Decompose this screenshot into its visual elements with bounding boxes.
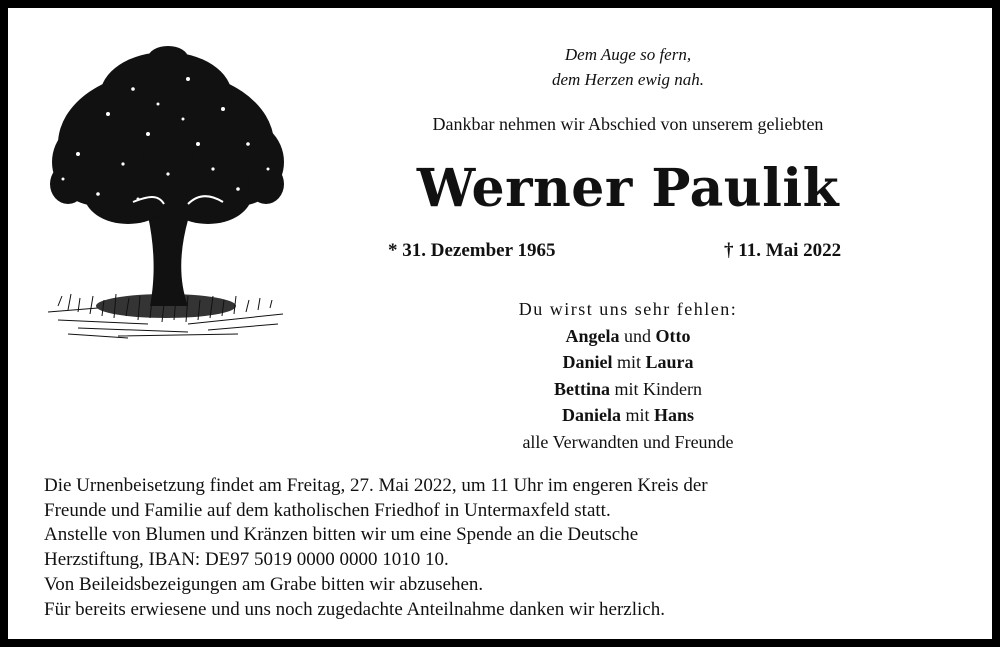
notice-line: Von Beileidsbezeigungen am Grabe bitten wir abzusehen. — [44, 573, 484, 595]
mourner-row — [408, 323, 848, 350]
mourner-conjunction: mit — [616, 352, 641, 372]
mourner-row — [408, 402, 848, 429]
mourner-name: Laura — [645, 352, 694, 372]
mourner-conjunction: mit — [625, 405, 650, 425]
notice-line: Die Urnenbeisetzung findet am Freitag, 27. Mai 2022, um 11 Uhr im engeren Kreis der — [44, 475, 708, 496]
intro-text: Dankbar nehmen wir Abschied von unserem geliebten — [432, 114, 824, 134]
mourner-conjunction: und — [624, 325, 651, 346]
funeral-notice — [44, 474, 964, 622]
notice-line: Freunde und Familie auf dem katholischen Friedhof in Untermaxfeld statt. — [44, 499, 611, 521]
notice-line: Für bereits erwiesene und uns noch zugedachte Anteilnahme danken wir herzlich. — [44, 598, 665, 620]
motto-line-1: Dem Auge so fern, — [564, 45, 692, 64]
notice-line: Herzstiftung, IBAN: DE97 5019 0000 0000 1010 10. — [44, 549, 449, 571]
tree-icon — [38, 44, 293, 354]
death-date: † 11. Mai 2022 — [724, 240, 842, 261]
birth-date: * 31. Dezember 1965 — [388, 240, 556, 261]
mourner-name: Daniela — [561, 405, 621, 425]
notice-line: Anstelle von Blumen und Kränzen bitten wir um eine Spende an die Deutsche — [44, 524, 639, 546]
mourner-row — [408, 349, 848, 376]
mourners-list — [408, 296, 848, 455]
motto-line-2: dem Herzen ewig nah. — [551, 70, 705, 89]
deceased-name: Werner Paulik — [416, 158, 840, 219]
mourners-lead: Du wirst uns sehr fehlen: — [518, 299, 738, 319]
mourner-name: Hans — [654, 405, 695, 425]
mourner-name: Bettina — [554, 378, 610, 399]
mourner-row — [408, 376, 848, 403]
mourner-name: Otto — [655, 325, 691, 346]
mourners-closing: alle Verwandten und Freunde — [522, 431, 734, 452]
mourner-name: Daniel — [562, 352, 613, 372]
mourner-conjunction: mit Kindern — [614, 378, 702, 399]
mourner-name: Angela — [565, 325, 620, 346]
motto — [478, 42, 778, 92]
